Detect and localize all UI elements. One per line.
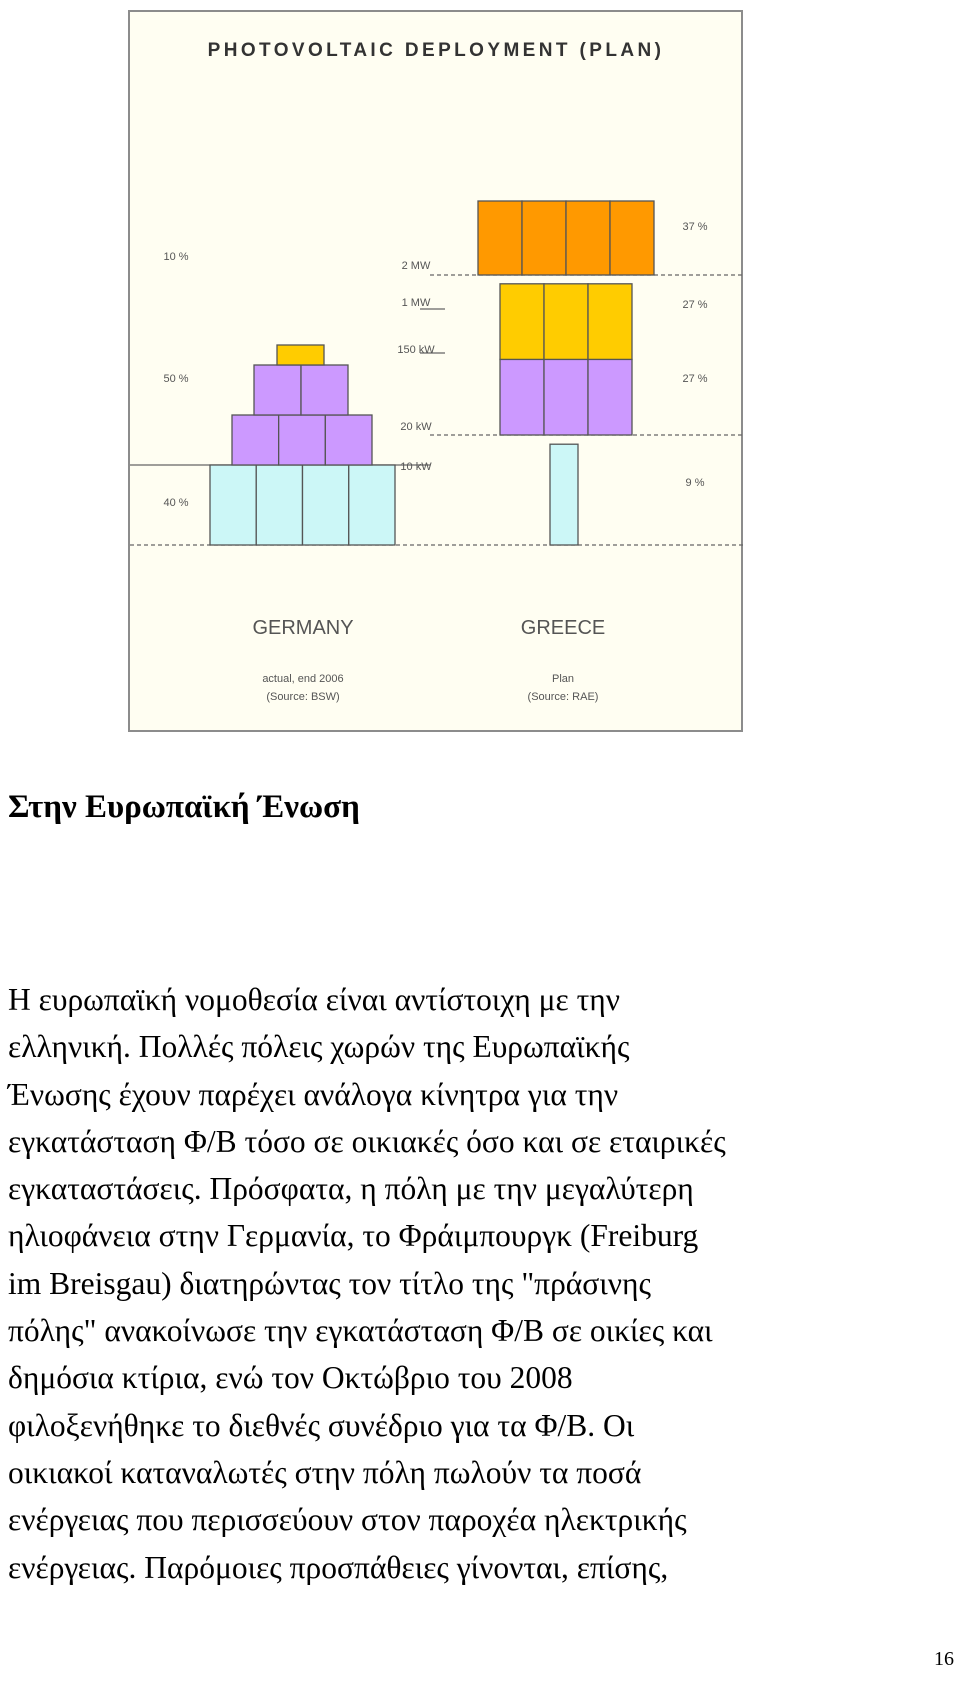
greece-caption-line2: (Source: RAE) xyxy=(527,691,599,703)
germany-block-40 xyxy=(256,465,302,545)
page-number: 16 xyxy=(934,1648,954,1670)
greece-block-37 xyxy=(566,201,610,275)
greece-block-37 xyxy=(478,201,522,275)
paragraph-line: ελληνική. Πολλές πόλεις χωρών της Ευρωπαϊκής xyxy=(8,1029,630,1065)
greece-share-label-27-upper: 27 % xyxy=(682,299,708,311)
germany-block-50 xyxy=(301,365,348,415)
germany-label: GERMANY xyxy=(252,617,354,639)
germany-caption-line1: actual, end 2006 xyxy=(262,673,344,685)
paragraph-line: Η ευρωπαϊκή νομοθεσία είναι αντίστοιχη με την xyxy=(8,982,621,1017)
greece-block-37 xyxy=(522,201,566,275)
greece-share-label-37: 37 % xyxy=(682,221,708,233)
greece-caption-line1: Plan xyxy=(551,673,575,685)
paragraph-line: Ένωσης έχουν παρέχει ανάλογα κίνητρα για την xyxy=(8,1076,619,1112)
chart-blocks xyxy=(210,201,654,545)
chart-title: PHOTOVOLTAIC DEPLOYMENT (PLAN) xyxy=(207,40,665,61)
paragraph-line: εγκατάσταση Φ/Β τόσο σε οικιακές όσο και σε εταιρικές xyxy=(8,1123,726,1159)
greece-block-27-upper xyxy=(500,284,544,360)
germany-block-40 xyxy=(303,465,349,545)
body-paragraph xyxy=(8,976,953,1591)
germany-block-50 xyxy=(325,415,372,465)
threshold-label-20kw: 20 kW xyxy=(400,421,432,433)
pv-deployment-figure xyxy=(128,10,743,732)
paragraph-line: ηλιοφάνεια στην Γερμανία, το Φράιμπουργκ (Freiburg xyxy=(8,1218,699,1254)
germany-share-label-50: 50 % xyxy=(163,373,189,385)
paragraph-line: ενέργειας που περισσεύουν στον παροχέα ηλεκτρικής xyxy=(8,1502,687,1538)
threshold-label-10kw: 10 kW xyxy=(400,461,432,473)
pv-deployment-chart xyxy=(130,12,745,734)
greece-block-27-upper xyxy=(588,284,632,360)
germany-block-40 xyxy=(210,465,256,545)
paragraph-line: φιλοξενήθηκε το διεθνές συνέδριο για τα Φ/Β. Οι xyxy=(8,1407,635,1443)
greece-block-37 xyxy=(610,201,654,275)
paragraph-line: im Breisgau) διατηρώντας τον τίτλο της "πράσινης xyxy=(8,1265,651,1301)
greece-block-27-upper xyxy=(544,284,588,360)
greece-share-label-27-lower: 27 % xyxy=(682,373,708,385)
germany-block-50 xyxy=(232,415,279,465)
greece-share-label-9: 9 % xyxy=(685,477,705,489)
paragraph-line: ενέργειας. Παρόμοιες προσπάθειες γίνονται, επίσης, xyxy=(8,1549,669,1585)
section-heading: Στην Ευρωπαϊκή Ένωση xyxy=(8,789,360,825)
germany-block-10 xyxy=(277,345,324,365)
paragraph-line: δημόσια κτίρια, ενώ τον Οκτώβριο του 2008 xyxy=(8,1360,573,1396)
greece-block-27-lower xyxy=(544,359,588,435)
germany-block-40 xyxy=(349,465,395,545)
germany-share-label-40: 40 % xyxy=(163,497,189,509)
germany-share-label-10: 10 % xyxy=(163,251,189,263)
threshold-label-1mw: 1 MW xyxy=(401,297,431,309)
germany-block-50 xyxy=(254,365,301,415)
germany-caption-line2: (Source: BSW) xyxy=(266,691,340,703)
greece-block-27-lower xyxy=(500,359,544,435)
threshold-label-150kw: 150 kW xyxy=(397,344,435,356)
greece-block-27-lower xyxy=(588,359,632,435)
greece-label: GREECE xyxy=(520,617,606,639)
paragraph-line: εγκαταστάσεις. Πρόσφατα, η πόλη με την μεγαλύτερη xyxy=(8,1171,694,1207)
greece-block-9 xyxy=(550,444,578,545)
paragraph-line: πόλης" ανακοίνωσε την εγκατάσταση Φ/Β σε οικίες και xyxy=(8,1313,713,1349)
paragraph-line: οικιακοί καταναλωτές στην πόλη πωλούν τα ποσά xyxy=(8,1454,642,1490)
threshold-label-2mw: 2 MW xyxy=(401,260,431,272)
germany-block-50 xyxy=(279,415,326,465)
